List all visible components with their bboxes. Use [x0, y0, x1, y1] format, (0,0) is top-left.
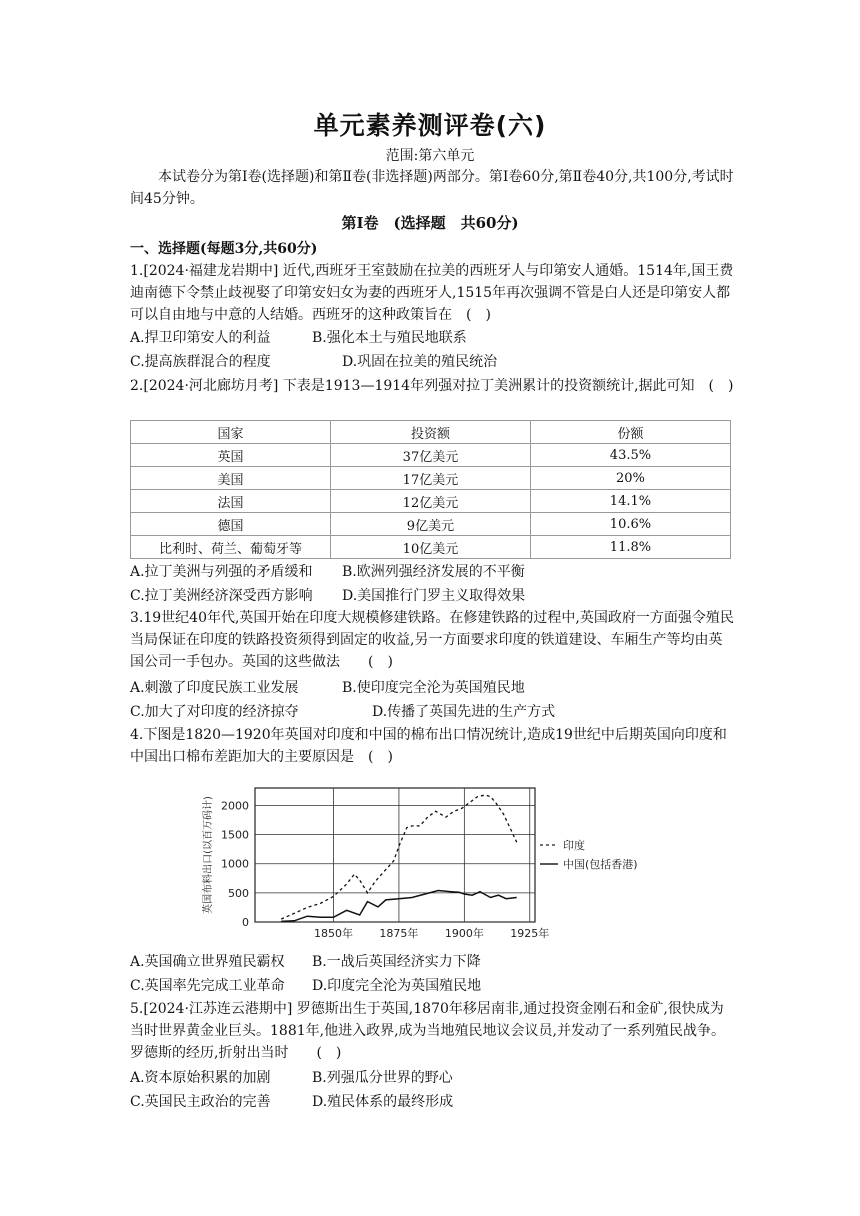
option-b[interactable]: B.一战后英国经济实力下降	[312, 954, 481, 970]
question-2-stem: 2.[2024·河北廊坊月考] 下表是1913—1914年列强对拉丁美洲累计的投资额统计,据此可知 ( )	[130, 378, 734, 394]
y-axis-label: 英国布料出口(以百万码计)	[203, 796, 214, 914]
question-3-options-row-1	[130, 677, 525, 699]
option-a[interactable]: A.捍卫印第安人的利益	[130, 330, 271, 346]
option-a[interactable]: A.英国确立世界殖民霸权	[130, 954, 285, 970]
option-c[interactable]: C.英国率先完成工业革命	[130, 978, 285, 994]
option-c[interactable]: C.提高族群混合的程度	[130, 354, 271, 370]
question-1-stem: 1.[2024·福建龙岩期中] 近代,西班牙王室鼓励在拉美的西班牙人与印第安人通婚。1514年,国王费迪南德下令禁止歧视娶了印第安妇女为妻的西班牙人,1515年再次强调不管是白人还是印第安人都可以自由地与中意的人结婚。西班牙的这种政策旨在 ( )	[130, 263, 734, 323]
y-tick-label: 0	[242, 916, 249, 929]
table-header: 份额	[530, 421, 730, 444]
table-header-row	[131, 421, 731, 444]
option-b[interactable]: B.列强瓜分世界的野心	[312, 1070, 453, 1086]
table-cell: 20%	[530, 467, 730, 490]
table-row	[131, 536, 731, 559]
question-3-options-row-2	[130, 701, 555, 723]
question-4-stem: 4.下图是1820—1920年英国对印度和中国的棉布出口情况统计,造成19世纪中后期英国向印度和中国出口棉布差距加大的主要原因是 ( )	[130, 727, 727, 765]
question-4-options-row-2	[130, 975, 481, 997]
table-cell: 德国	[131, 513, 331, 536]
table-cell: 法国	[131, 490, 331, 513]
question-5-options-row-1	[130, 1067, 453, 1089]
intro-paragraph: 本试卷分为第Ⅰ卷(选择题)和第Ⅱ卷(非选择题)两部分。第Ⅰ卷60分,第Ⅱ卷40分,共100分,考试时间45分钟。	[130, 169, 734, 207]
option-d[interactable]: D.巩固在拉美的殖民统治	[342, 354, 498, 370]
y-tick-label: 1500	[221, 828, 249, 842]
legend-label-india: 印度	[563, 839, 585, 852]
option-a[interactable]: A.资本原始积累的加剧	[130, 1070, 271, 1086]
cotton-export-chart	[195, 775, 665, 945]
option-d[interactable]: D.美国推行门罗主义取得效果	[342, 588, 526, 604]
x-tick-label: 1900年	[444, 927, 484, 940]
table-cell: 14.1%	[530, 490, 730, 513]
table-cell: 英国	[131, 444, 331, 467]
option-b[interactable]: B.使印度完全沦为英国殖民地	[342, 680, 525, 696]
y-tick-labels	[221, 799, 249, 929]
table-row	[131, 513, 731, 536]
y-tick-label: 1000	[221, 857, 249, 871]
question-4-options-row-1	[130, 951, 481, 973]
question-1-options-row-2	[130, 351, 497, 373]
question-3-stem: 3.19世纪40年代,英国开始在印度大规模修建铁路。在修建铁路的过程中,英国政府一方面强令殖民当局保证在印度的铁路投资须得到固定的收益,另一方面要求印度的铁道建设、车厢生产等均由英国公司一手包办。英国的这些做法 ( )	[130, 610, 734, 670]
option-c[interactable]: C.英国民主政治的完善	[130, 1094, 271, 1110]
x-tick-label: 1925年	[510, 927, 550, 940]
option-d[interactable]: D.印度完全沦为英国殖民地	[312, 978, 482, 994]
question-2-options-row-1	[130, 561, 525, 583]
legend-label-china: 中国(包括香港)	[563, 858, 638, 871]
table-cell: 9亿美元	[330, 513, 530, 536]
page-title: 单元素养测评卷(六)	[313, 111, 547, 140]
table-cell: 17亿美元	[330, 467, 530, 490]
table-header: 国家	[131, 421, 331, 444]
option-d[interactable]: D.殖民体系的最终形成	[312, 1094, 454, 1110]
question-1-options-row-1	[130, 327, 467, 349]
plot-frame	[255, 788, 535, 922]
table-header: 投资额	[330, 421, 530, 444]
section-heading: 一、选择题(每题3分,共60分)	[130, 241, 318, 257]
part-heading: 第Ⅰ卷 (选择题 共60分)	[341, 214, 519, 232]
table-cell: 10亿美元	[330, 536, 530, 559]
table-cell: 37亿美元	[330, 444, 530, 467]
x-tick-labels	[314, 926, 549, 940]
option-a[interactable]: A.刺激了印度民族工业发展	[130, 680, 299, 696]
option-b[interactable]: B.欧洲列强经济发展的不平衡	[342, 564, 525, 580]
question-2-options-row-2	[130, 585, 525, 607]
scope-line: 范围:第六单元	[385, 148, 475, 164]
x-tick-label: 1850年	[314, 927, 354, 940]
table-cell: 12亿美元	[330, 490, 530, 513]
option-d[interactable]: D.传播了英国先进的生产方式	[372, 704, 556, 720]
table-cell: 43.5%	[530, 444, 730, 467]
option-b[interactable]: B.强化本土与殖民地联系	[312, 330, 467, 346]
table-row	[131, 444, 731, 467]
investment-table	[130, 420, 731, 559]
question-5-stem: 5.[2024·江苏连云港期中] 罗德斯出生于英国,1870年移居南非,通过投资金刚石和金矿,很快成为当时世界黄金业巨头。1881年,他进入政界,成为当地殖民地议会议员,并发动了一系列殖民战争。罗德斯的经历,折射出当时 ( )	[130, 1001, 725, 1061]
legend	[540, 838, 638, 871]
table-cell: 11.8%	[530, 536, 730, 559]
table-cell: 美国	[131, 467, 331, 490]
table-row	[131, 490, 731, 513]
option-c[interactable]: C.拉丁美洲经济深受西方影响	[130, 588, 313, 604]
option-a[interactable]: A.拉丁美洲与列强的矛盾缓和	[130, 564, 313, 580]
table-cell: 比利时、荷兰、葡萄牙等	[131, 536, 331, 559]
y-tick-label: 500	[228, 886, 249, 900]
x-tick-label: 1875年	[379, 927, 419, 940]
table-cell: 10.6%	[530, 513, 730, 536]
y-tick-label: 2000	[221, 799, 249, 813]
table-row	[131, 467, 731, 490]
gridlines	[255, 788, 535, 922]
option-c[interactable]: C.加大了对印度的经济掠夺	[130, 704, 299, 720]
question-5-options-row-2	[130, 1091, 453, 1113]
